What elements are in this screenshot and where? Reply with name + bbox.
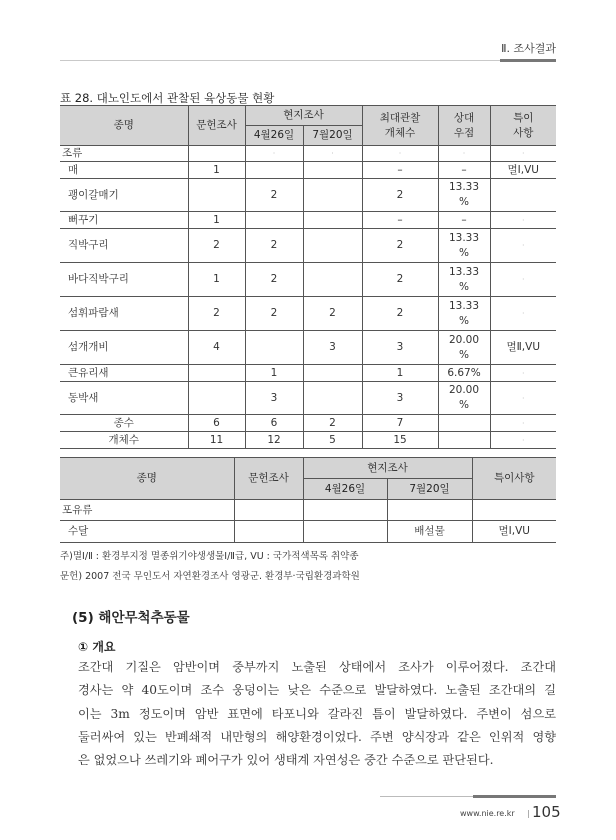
- literature-cell: [188, 365, 245, 382]
- species-cell: 뻐꾸기: [60, 212, 188, 229]
- note-cell: ·: [490, 263, 556, 297]
- date2-cell: 배설물: [387, 521, 472, 543]
- t2-col-header-date2: 7월20일: [387, 479, 472, 500]
- header-rule: [60, 60, 556, 61]
- date1-cell: 2: [245, 263, 303, 297]
- species-cell: 종수: [60, 415, 188, 432]
- footer-url[interactable]: www.nie.re.kr: [460, 809, 515, 818]
- literature-cell: 11: [188, 432, 245, 449]
- species-cell: 섬개개비: [60, 331, 188, 365]
- date1-cell: 2: [245, 179, 303, 212]
- col-header-date2: 7월20일: [303, 126, 362, 146]
- date2-cell: [303, 365, 362, 382]
- date1-cell: [245, 331, 303, 365]
- date2-cell: [303, 162, 362, 179]
- literature-cell: [188, 382, 245, 415]
- paragraph-line: 이는 3m 정도이며 암반 표면에 타포니와 갈라진 틈이 발달하였다. 주변이 섬으로: [78, 706, 556, 721]
- table-footnote: 주)멸Ⅰ/Ⅱ : 환경부지정 멸종위기야생생물Ⅰ/Ⅱ급, VU : 국가적색목록 취약종: [60, 551, 359, 562]
- table-row: [60, 415, 556, 432]
- dominance-cell: ·: [438, 146, 490, 162]
- date2-cell: [387, 500, 472, 521]
- literature-cell: 6: [188, 415, 245, 432]
- literature-cell: [234, 500, 303, 521]
- note-cell: 멸Ⅰ,VU: [472, 521, 556, 543]
- date1-cell: 1: [245, 365, 303, 382]
- table-caption: 표 28. 대노인도에서 관찰된 육상동물 현황: [60, 91, 275, 105]
- species-cell: 괭이갈매기: [60, 179, 188, 212]
- literature-cell: 1: [188, 263, 245, 297]
- dominance-value: 20.00: [448, 333, 480, 346]
- date2-cell: 2: [303, 415, 362, 432]
- max-count-cell: –: [362, 162, 438, 179]
- species-cell: 큰유리새: [60, 365, 188, 382]
- date2-cell: [303, 212, 362, 229]
- note-cell: ·: [490, 146, 556, 162]
- paragraph-line: 은 없었으나 쓰레기와 폐어구가 있어 생태계 자연성은 중간 수준으로 판단된다.: [78, 753, 494, 768]
- note-line1: 특이: [513, 111, 534, 124]
- col-header-species: 종명: [60, 106, 188, 146]
- table-row: [60, 500, 556, 521]
- col-header-literature: 문헌조사: [188, 106, 245, 146]
- note-cell: ·: [490, 212, 556, 229]
- species-cell: 매: [60, 162, 188, 179]
- note-cell: ·: [490, 432, 556, 449]
- max-line1: 최대관찰: [379, 111, 421, 124]
- literature-cell: [188, 146, 245, 162]
- max-line2: 개체수: [384, 126, 416, 139]
- note-cell: ·: [490, 415, 556, 432]
- species-cell: 개체수: [60, 432, 188, 449]
- dominance-value: 20.00: [448, 384, 480, 396]
- dominance-value: 13.33: [448, 265, 480, 278]
- dominance-cell: –: [438, 162, 490, 179]
- table-row: [60, 263, 556, 297]
- dominance-cell: [438, 229, 490, 263]
- literature-cell: 2: [188, 229, 245, 263]
- footer-rule-accent: [473, 795, 556, 798]
- date1-cell: 3: [245, 382, 303, 415]
- dominance-value: 13.33: [448, 231, 480, 244]
- col-header-field: 현지조사: [245, 106, 362, 126]
- dominance-value: 13.33: [448, 181, 480, 193]
- date1-cell: [303, 500, 387, 521]
- literature-cell: [234, 521, 303, 543]
- dominance-unit: %: [459, 280, 469, 293]
- max-count-cell: 15: [362, 432, 438, 449]
- dominance-cell: [438, 297, 490, 331]
- max-count-cell: 2: [362, 297, 438, 331]
- subsection-title: ① 개요: [78, 640, 116, 654]
- t2-col-header-literature: 문헌조사: [234, 458, 303, 500]
- running-header: Ⅱ. 조사결과: [501, 42, 556, 55]
- body-paragraph: [78, 656, 556, 772]
- col-header-notes: [490, 106, 556, 146]
- header-rule-accent: [500, 59, 556, 62]
- max-count-cell: 3: [362, 331, 438, 365]
- col-header-date1: 4월26일: [245, 126, 303, 146]
- date2-cell: [303, 263, 362, 297]
- date2-cell: 3: [303, 331, 362, 365]
- species-cell: 바다직박구리: [60, 263, 188, 297]
- t2-col-header-species: 종명: [60, 458, 234, 500]
- note-cell: ·: [490, 365, 556, 382]
- literature-cell: 4: [188, 331, 245, 365]
- table-row: [60, 146, 556, 162]
- dominance-unit: %: [459, 399, 469, 411]
- species-cell: 직박구리: [60, 229, 188, 263]
- table-row: [60, 297, 556, 331]
- dominance-cell: 6.67%: [438, 365, 490, 382]
- dominance-value: 13.33: [448, 299, 480, 312]
- literature-cell: 1: [188, 162, 245, 179]
- table-source: 문헌) 2007 전국 무인도서 자연환경조사 영광군. 환경부·국립환경과학원: [60, 571, 360, 582]
- date1-cell: 2: [245, 229, 303, 263]
- table-row: [60, 521, 556, 543]
- paragraph-line: 경사는 약 40도이며 조수 웅덩이는 낮은 수준으로 발달하였다. 노출된 조간대의 길: [78, 683, 556, 698]
- page-number: 105: [532, 803, 561, 821]
- dom-line1: 상대: [453, 111, 475, 124]
- note-cell: 멸Ⅰ,VU: [490, 162, 556, 179]
- table-row: [60, 212, 556, 229]
- table-row: [60, 331, 556, 365]
- table-row: [60, 162, 556, 179]
- mammals-table: [60, 457, 556, 543]
- max-count-cell: –: [362, 212, 438, 229]
- note-line2: 사항: [513, 126, 534, 139]
- species-cell: 동박새: [60, 382, 188, 415]
- table-row: [60, 432, 556, 449]
- date2-cell: 2: [303, 297, 362, 331]
- max-count-cell: 1: [362, 365, 438, 382]
- table-row: [60, 229, 556, 263]
- max-count-cell: ·: [362, 146, 438, 162]
- species-cell: 포유류: [60, 500, 234, 521]
- note-cell: [472, 500, 556, 521]
- paragraph-line: 조간대 기질은 암반이며 중부까지 노출된 상태에서 조사가 이루어졌다. 조간대: [78, 660, 556, 674]
- literature-cell: [188, 179, 245, 212]
- species-cell: 조류: [60, 146, 188, 162]
- section-title: (5) 해안무척추동물: [72, 610, 190, 626]
- literature-cell: 2: [188, 297, 245, 331]
- date1-cell: ·: [245, 146, 303, 162]
- table-row: [60, 365, 556, 382]
- species-cell: 섬휘파람새: [60, 297, 188, 331]
- note-cell: 멸Ⅱ,VU: [490, 331, 556, 365]
- terrestrial-animals-table: [60, 105, 556, 449]
- note-cell: [490, 179, 556, 212]
- col-header-dominance: [438, 106, 490, 146]
- date2-cell: 5: [303, 432, 362, 449]
- dominance-cell: –: [438, 212, 490, 229]
- table-row: [60, 382, 556, 415]
- species-cell: 수달: [60, 521, 234, 543]
- max-count-cell: 7: [362, 415, 438, 432]
- dominance-unit: %: [459, 246, 469, 259]
- dominance-cell: [438, 179, 490, 212]
- dom-line2: 우점: [453, 126, 475, 139]
- paragraph-line: 둘러싸여 있는 반폐쇄적 내만형의 해양환경이었다. 주변 양식장과 같은 인위적 영향: [78, 729, 556, 744]
- date1-cell: 2: [245, 297, 303, 331]
- dominance-cell: [438, 263, 490, 297]
- t2-col-header-date1: 4월26일: [303, 479, 387, 500]
- date1-cell: [245, 212, 303, 229]
- dominance-unit: %: [459, 314, 469, 327]
- max-count-cell: 2: [362, 229, 438, 263]
- note-cell: ·: [490, 382, 556, 415]
- dominance-cell: [438, 382, 490, 415]
- t2-col-header-field: 현지조사: [303, 458, 472, 479]
- dominance-cell: [438, 331, 490, 365]
- date1-cell: 12: [245, 432, 303, 449]
- date2-cell: ·: [303, 146, 362, 162]
- date2-cell: [303, 382, 362, 415]
- max-count-cell: 3: [362, 382, 438, 415]
- date1-cell: [303, 521, 387, 543]
- note-cell: ·: [490, 229, 556, 263]
- note-cell: ·: [490, 297, 556, 331]
- dominance-unit: %: [459, 196, 469, 208]
- date1-cell: [245, 162, 303, 179]
- date2-cell: [303, 229, 362, 263]
- col-header-max-count: [362, 106, 438, 146]
- date1-cell: 6: [245, 415, 303, 432]
- t2-col-header-notes: 특이사항: [472, 458, 556, 500]
- footer-separator: |: [527, 809, 530, 818]
- dominance-cell: [438, 415, 490, 432]
- literature-cell: 1: [188, 212, 245, 229]
- max-count-cell: 2: [362, 179, 438, 212]
- dominance-cell: [438, 432, 490, 449]
- dominance-unit: %: [459, 348, 469, 361]
- table-row: [60, 179, 556, 212]
- date2-cell: [303, 179, 362, 212]
- max-count-cell: 2: [362, 263, 438, 297]
